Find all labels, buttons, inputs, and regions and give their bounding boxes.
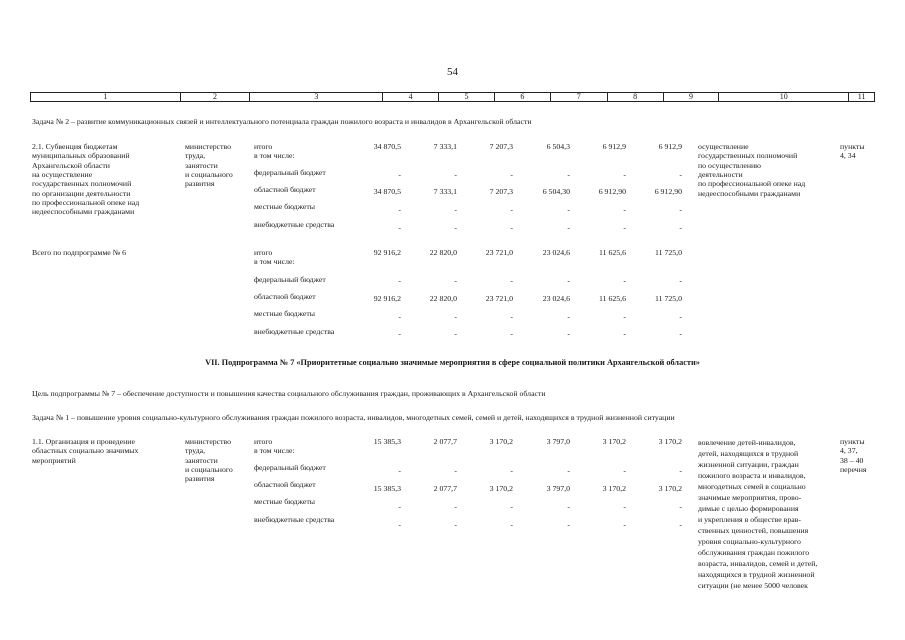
value-cell: 22 820,0 xyxy=(429,248,457,257)
value-cell: - xyxy=(398,502,401,511)
value-cell: 23 721,0 xyxy=(485,294,513,303)
value-cell: - xyxy=(454,502,457,511)
value-cell: - xyxy=(398,205,401,214)
col-header-11: 11 xyxy=(857,92,866,101)
value-cell: - xyxy=(454,205,457,214)
value-cell: - xyxy=(454,329,457,338)
value-cell: 11 625,6 xyxy=(599,294,626,303)
value-cell: - xyxy=(398,466,401,475)
value-cell: 2 077,7 xyxy=(433,484,457,493)
value-cell: - xyxy=(454,312,457,321)
row-2-1-points: пункты 4, 34 xyxy=(840,142,865,161)
value-cell: - xyxy=(454,276,457,285)
value-cell: 6 504,30 xyxy=(542,187,570,196)
value-cell: - xyxy=(567,312,570,321)
value-cell: 3 170,2 xyxy=(602,484,626,493)
value-cell: - xyxy=(679,312,682,321)
value-cell: - xyxy=(679,276,682,285)
value-cell: - xyxy=(567,170,570,179)
value-cell: - xyxy=(623,276,626,285)
col-header-5: 5 xyxy=(439,93,495,101)
col-header-7: 7 xyxy=(551,93,608,101)
value-cell: 23 024,6 xyxy=(542,294,570,303)
value-cell: 3 170,2 xyxy=(602,437,626,446)
goal-7: Цель подпрограммы № 7 – обеспечение доступности и повышения качества социального обслуживания граждан, проживающих в Архангельской области xyxy=(32,389,546,398)
value-cell: - xyxy=(567,329,570,338)
value-cell: - xyxy=(398,329,401,338)
value-cell: 6 912,90 xyxy=(598,187,626,196)
col-header-4: 4 xyxy=(383,93,439,101)
value-cell: 2 077,7 xyxy=(433,437,457,446)
col-header-6: 6 xyxy=(495,93,551,101)
value-cell: - xyxy=(398,223,401,232)
value-cell: - xyxy=(510,466,513,475)
value-cell: 3 170,2 xyxy=(489,484,513,493)
value-cell: 7 207,3 xyxy=(489,142,513,151)
value-cell: 6 912,9 xyxy=(658,142,682,151)
row-2-1-name: 2.1. Субвенция бюджетам муниципальных образований Архангельской области на осуществление государственных полномочий по организации деятельности по профессиональной опеке над недееспособными гражданами xyxy=(32,142,140,217)
row-1-1-name: 1.1. Организация и проведение областных социально значимых мероприятий xyxy=(32,437,139,465)
col-header-8: 8 xyxy=(608,93,664,101)
col-header-10: 10 xyxy=(719,93,849,101)
row-2-1-sources: итого в том числе: федеральный бюджет областной бюджет местные бюджеты внебюджетные средства xyxy=(254,142,335,229)
value-cell: - xyxy=(454,466,457,475)
value-cell: - xyxy=(623,329,626,338)
value-cell: 11 625,6 xyxy=(599,248,626,257)
value-cell: - xyxy=(510,502,513,511)
value-cell: - xyxy=(679,502,682,511)
value-cell: - xyxy=(567,205,570,214)
value-cell: - xyxy=(679,466,682,475)
value-cell: 6 912,9 xyxy=(602,142,626,151)
value-cell: 23 721,0 xyxy=(485,248,513,257)
column-header-row xyxy=(30,92,875,102)
value-cell: - xyxy=(567,276,570,285)
row-1-1-sources: итого в том числе: федеральный бюджет областной бюджет местные бюджеты внебюджетные средства xyxy=(254,437,335,524)
value-cell: 3 170,2 xyxy=(658,484,682,493)
value-cell: - xyxy=(454,170,457,179)
value-cell: - xyxy=(567,223,570,232)
value-cell: - xyxy=(510,276,513,285)
value-cell: - xyxy=(510,312,513,321)
col-header-2: 2 xyxy=(181,93,251,101)
value-cell: - xyxy=(623,466,626,475)
value-cell: - xyxy=(623,205,626,214)
total-6-name: Всего по подпрограмме № 6 xyxy=(32,248,126,257)
value-cell: 6 504,3 xyxy=(546,142,570,151)
value-cell: - xyxy=(679,205,682,214)
value-cell: - xyxy=(567,466,570,475)
value-cell: 3 797,0 xyxy=(546,484,570,493)
value-cell: - xyxy=(510,223,513,232)
value-cell: 22 820,0 xyxy=(429,294,457,303)
value-cell: - xyxy=(679,170,682,179)
task-1-7: Задача № 1 – повышение уровня социально-культурного обслуживания граждан пожилого возраста, инвалидов, многодетных семей, семей и детей, находящихся в трудной жизненной ситуации xyxy=(32,413,675,422)
page-number: 54 xyxy=(447,66,458,78)
value-cell: 7 333,1 xyxy=(433,142,457,151)
value-cell: - xyxy=(398,520,401,529)
value-cell: - xyxy=(679,520,682,529)
value-cell: - xyxy=(567,502,570,511)
value-cell: 92 916,2 xyxy=(373,248,401,257)
value-cell: 6 912,90 xyxy=(654,187,682,196)
value-cell: 15 385,3 xyxy=(373,437,401,446)
col-header-1: 1 xyxy=(31,93,181,101)
value-cell: - xyxy=(398,276,401,285)
row-1-1-executor: министерство труда, занятости и социального развития xyxy=(185,437,233,484)
value-cell: - xyxy=(398,312,401,321)
value-cell: - xyxy=(623,170,626,179)
task-2-title: Задача № 2 – развитие коммуникационных связей и интеллектуального потенциала граждан пожилого возраста и инвалидов в Архангельской области xyxy=(32,117,532,126)
value-cell: - xyxy=(398,170,401,179)
value-cell: - xyxy=(679,223,682,232)
value-cell: - xyxy=(623,223,626,232)
value-cell: - xyxy=(510,329,513,338)
row-1-1-points: пункты 4, 37, 38 – 40 перечня xyxy=(840,437,867,475)
value-cell: 11 725,0 xyxy=(655,294,682,303)
value-cell: - xyxy=(510,205,513,214)
value-cell: 15 385,3 xyxy=(373,484,401,493)
value-cell: - xyxy=(567,520,570,529)
value-cell: - xyxy=(679,329,682,338)
value-cell: - xyxy=(623,312,626,321)
value-cell: 3 797,0 xyxy=(546,437,570,446)
total-6-sources: итого в том числе: федеральный бюджет областной бюджет местные бюджеты внебюджетные средства xyxy=(254,248,335,336)
value-cell: - xyxy=(454,223,457,232)
value-cell: 7 207,3 xyxy=(489,187,513,196)
value-cell: 34 870,5 xyxy=(373,187,401,196)
value-cell: 3 170,2 xyxy=(658,437,682,446)
row-2-1-executor: министерство труда, занятости и социального развития xyxy=(185,142,233,189)
value-cell: - xyxy=(510,520,513,529)
value-cell: 34 870,5 xyxy=(373,142,401,151)
value-cell: - xyxy=(454,520,457,529)
col-header-3: 3 xyxy=(250,93,383,101)
col-header-9: 9 xyxy=(664,93,720,101)
value-cell: 7 333,1 xyxy=(433,187,457,196)
value-cell: 11 725,0 xyxy=(655,248,682,257)
value-cell: 92 916,2 xyxy=(373,294,401,303)
value-cell: 23 024,6 xyxy=(542,248,570,257)
value-cell: - xyxy=(623,502,626,511)
value-cell: 3 170,2 xyxy=(489,437,513,446)
section-7-title: VII. Подпрограмма № 7 «Приоритетные социально значимые мероприятия в сфере социальной политики Архангельской области» xyxy=(205,358,700,367)
value-cell: - xyxy=(623,520,626,529)
value-cell: - xyxy=(510,170,513,179)
row-1-1-result: вовлечение детей-инвалидов, детей, находящихся в трудной жизненной ситуации, граждан пожилого возраста и инвалидов, многодетных семей в социально значимые мероприятия, прово- димые с целью формирования и укрепления в обществе врав- ственных ценностей, повышения уровня социально-культурного обслуживания граждан пожилого возраста, инвалидов, семей и детей, находящихся в трудной жизненной ситуации (не менее 5000 человек xyxy=(698,438,818,590)
row-2-1-result: осуществление государственных полномочий по осуществлению деятельности по профессиональной опеке над недееспособными гражданами xyxy=(698,142,806,198)
